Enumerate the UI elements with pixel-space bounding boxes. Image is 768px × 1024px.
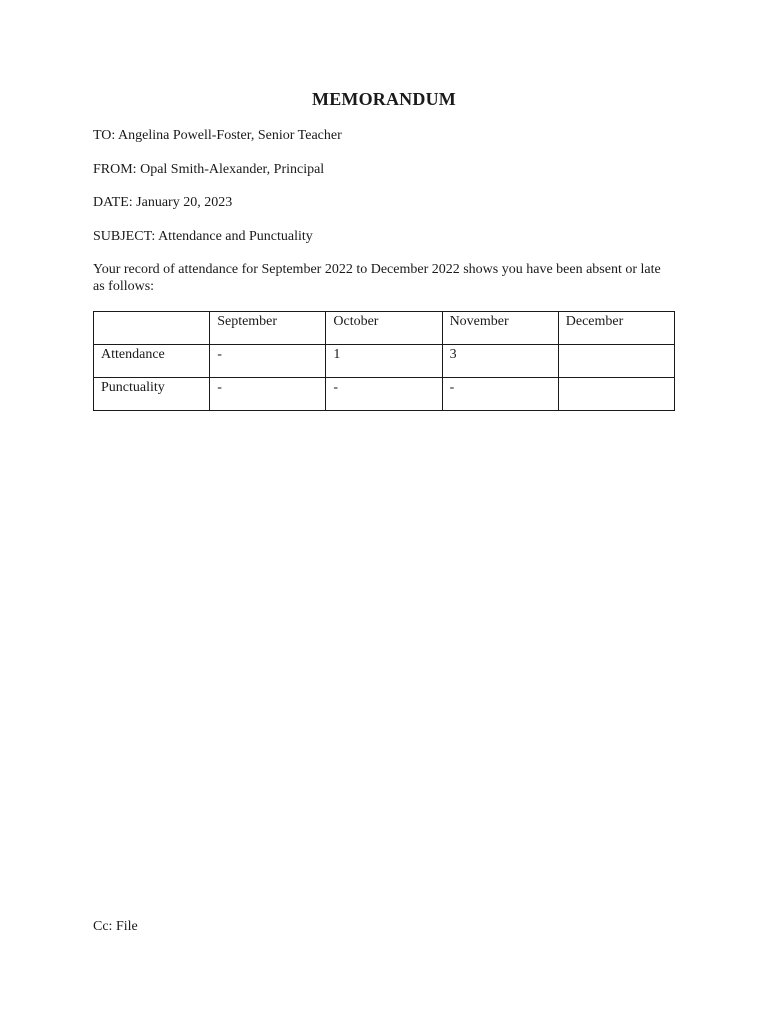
memo-body: Your record of attendance for September 2022 to December 2022 shows you have been absent or late as follows: — [93, 262, 661, 294]
table-header-cell: October — [326, 312, 442, 345]
subject-value: Attendance and Punctuality — [158, 229, 313, 244]
table-header-cell: December — [558, 312, 674, 345]
table-cell: - — [210, 345, 326, 378]
table-header-cell: September — [210, 312, 326, 345]
subject-line — [93, 228, 313, 245]
table-cell: 3 — [442, 345, 558, 378]
table-cell: - — [326, 378, 442, 411]
subject-label: SUBJECT: — [93, 229, 156, 244]
table-cell: Punctuality — [94, 378, 210, 411]
table-cell: Attendance — [94, 345, 210, 378]
memo-title: MEMORANDUM — [312, 89, 456, 109]
table-row — [94, 345, 675, 378]
table-cell — [558, 345, 674, 378]
to-value: Angelina Powell-Foster, Senior Teacher — [118, 128, 342, 143]
table-header-row — [94, 312, 675, 345]
to-line — [93, 127, 342, 144]
from-value: Opal Smith-Alexander, Principal — [140, 162, 325, 177]
cc-line: Cc: File — [93, 919, 138, 934]
from-label: FROM: — [93, 162, 137, 177]
table-cell: - — [442, 378, 558, 411]
table-row — [94, 378, 675, 411]
date-label: DATE: — [93, 195, 133, 210]
table-header-cell — [94, 312, 210, 345]
table-cell — [558, 378, 674, 411]
attendance-table — [93, 311, 675, 411]
table-cell: - — [210, 378, 326, 411]
to-label: TO: — [93, 128, 116, 143]
date-value: January 20, 2023 — [136, 195, 233, 210]
table-header-cell: November — [442, 312, 558, 345]
from-line — [93, 161, 324, 178]
date-line — [93, 194, 232, 211]
table-cell: 1 — [326, 345, 442, 378]
